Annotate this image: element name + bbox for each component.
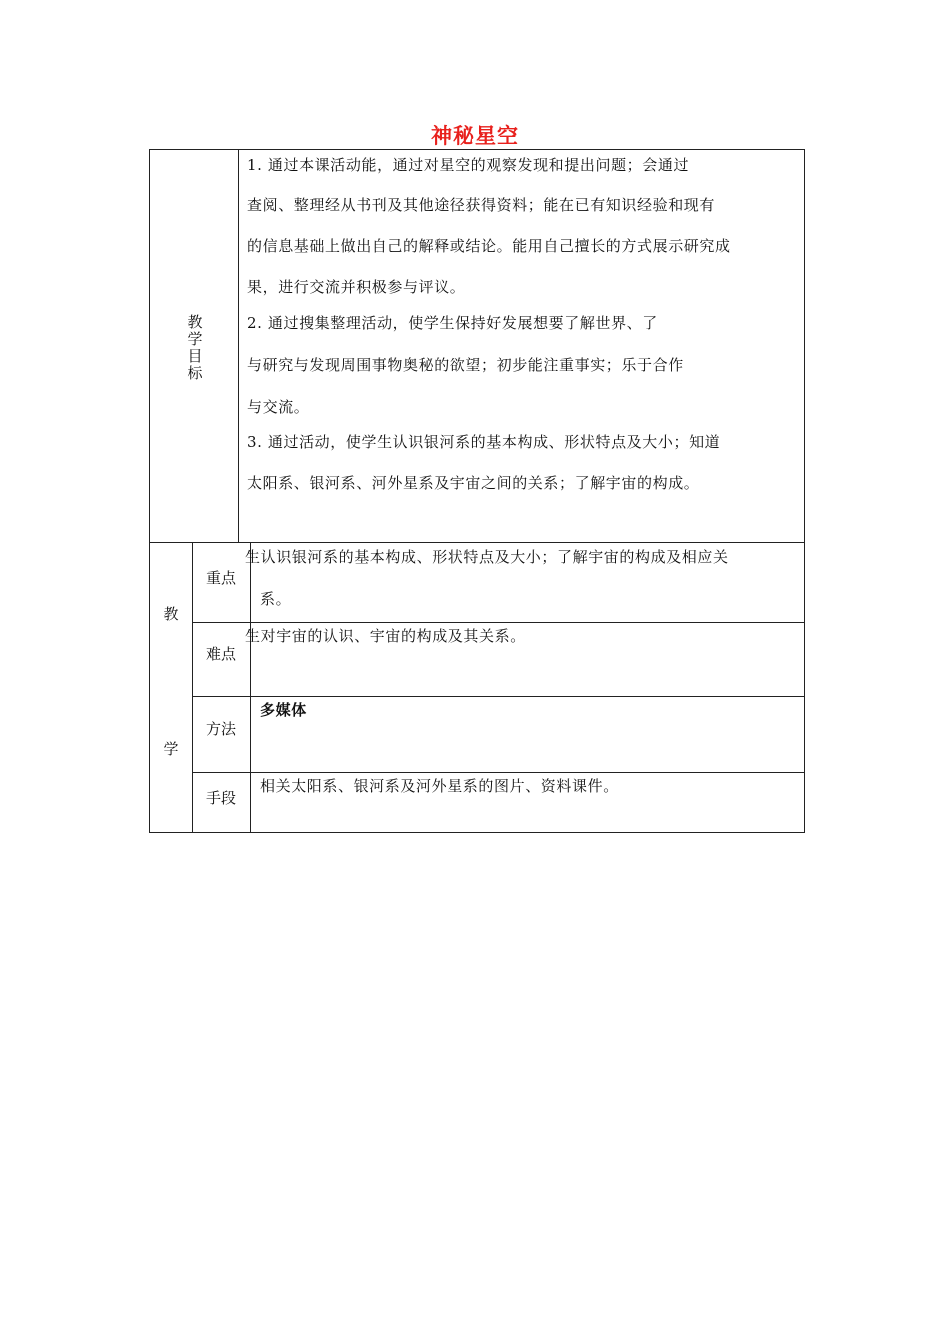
objective-line: 太阳系、银河系、河外星系及宇宙之间的关系；了解宇宙的构成。 — [247, 474, 700, 492]
means-label: 手段 — [206, 789, 237, 807]
objective-line: 与交流。 — [247, 398, 310, 416]
difficulties-label: 难点 — [206, 645, 237, 663]
teaching-outer-divider — [192, 542, 193, 833]
section-divider — [149, 542, 805, 543]
objective-line: 果，进行交流并积极参与评议。 — [247, 278, 466, 296]
teaching-label-divider — [250, 542, 251, 833]
method-label: 方法 — [206, 720, 237, 738]
objective-line: 的信息基础上做出自己的解释或结论。能用自己擅长的方式展示研究成 — [247, 237, 731, 255]
key-points-text: 系。 — [260, 590, 292, 608]
difficulties-text: 生对宇宙的认识、宇宙的构成及其关系。 — [245, 627, 526, 645]
document-title: 神秘星空 — [431, 124, 519, 148]
objective-line: 与研究与发现周围事物奥秘的欲望；初步能注重事实；乐于合作 — [247, 356, 684, 374]
teaching-label-top: 教 — [163, 605, 179, 623]
lesson-plan-table — [149, 149, 805, 833]
objective-line: 2. 通过搜集整理活动，使学生保持好发展想要了解世界、了 — [247, 314, 658, 332]
row-divider — [192, 622, 805, 623]
method-text: 多媒体 — [260, 701, 307, 719]
objectives-label-char: 教 — [187, 313, 203, 331]
objectives-divider — [238, 149, 239, 542]
means-text: 相关太阳系、银河系及河外星系的图片、资料课件。 — [260, 777, 619, 795]
objectives-label-char: 标 — [187, 364, 203, 382]
row-divider — [192, 696, 805, 697]
teaching-label-bottom: 学 — [163, 740, 179, 758]
row-divider — [192, 772, 805, 773]
objectives-label-char: 目 — [187, 347, 203, 365]
objective-line: 1. 通过本课活动能，通过对星空的观察发现和提出问题；会通过 — [247, 156, 690, 174]
key-points-label: 重点 — [206, 569, 237, 587]
objectives-label-char: 学 — [187, 330, 203, 348]
objective-line: 查阅、整理经从书刊及其他途径获得资料；能在已有知识经验和现有 — [247, 196, 716, 214]
key-points-text: 生认识银河系的基本构成、形状特点及大小；了解宇宙的构成及相应关 — [245, 548, 729, 566]
objective-line: 3. 通过活动，使学生认识银河系的基本构成、形状特点及大小；知道 — [247, 433, 721, 451]
